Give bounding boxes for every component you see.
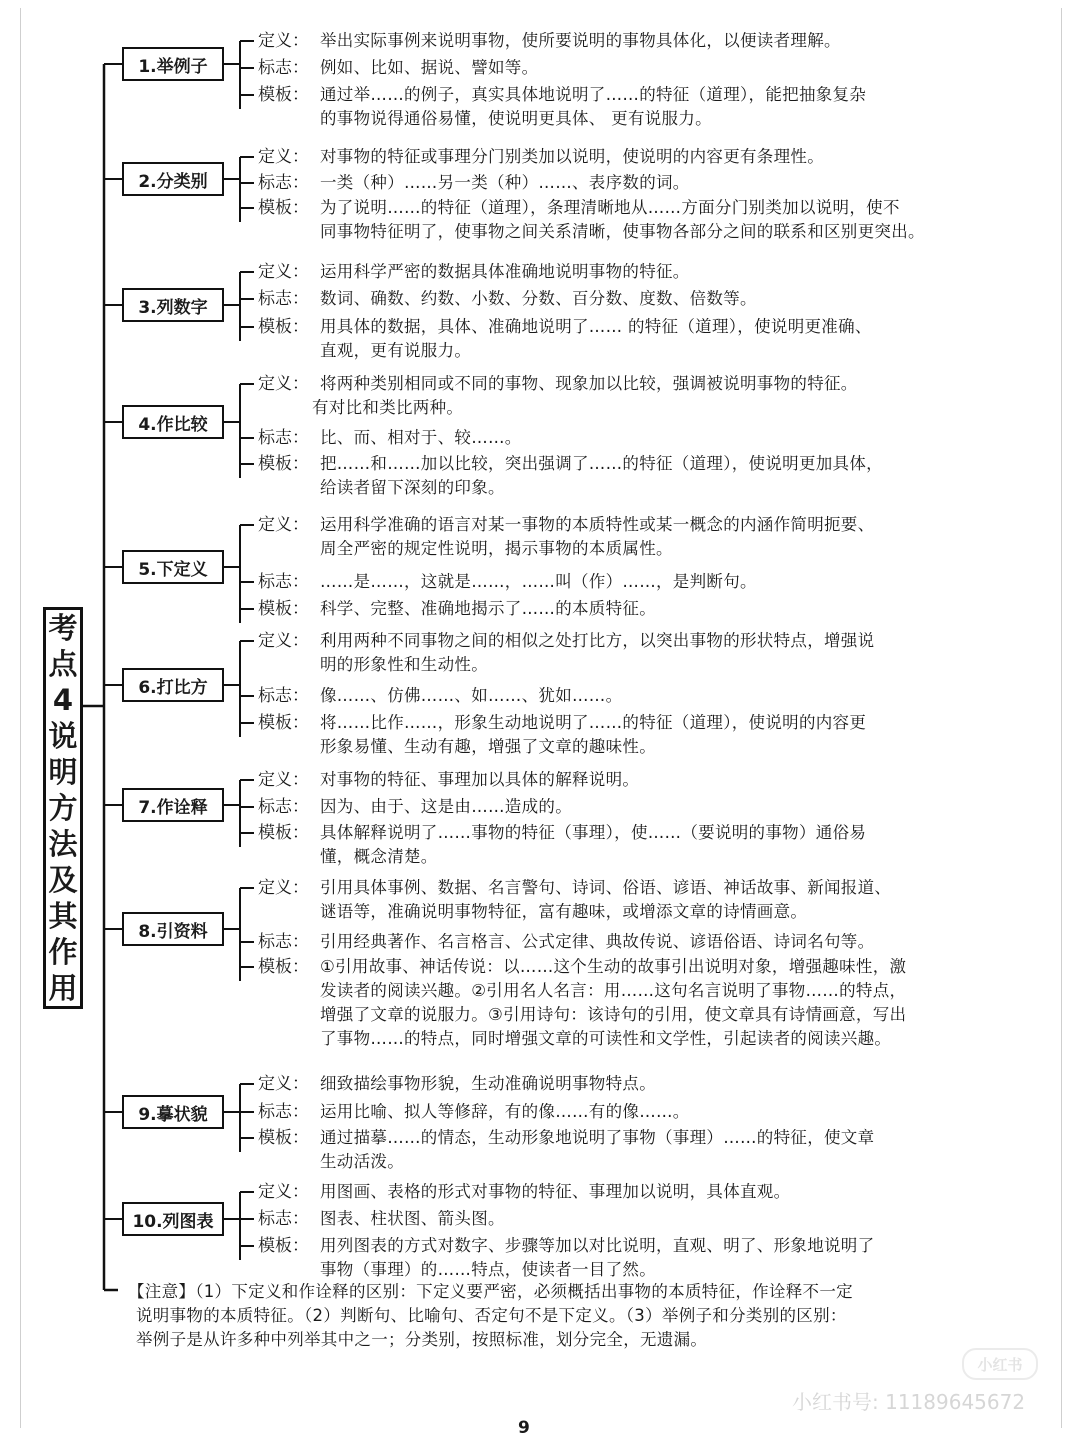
row-text: 用列图表的方式对数字、步骤等加以对比说明，直观、明了、形象地说明了: [320, 1236, 875, 1255]
row-label: 模板：: [258, 1236, 309, 1256]
row-label: 定义：: [258, 631, 309, 651]
row-text: 数词、确数、约数、小数、分数、百分数、度数、倍数等。: [320, 289, 757, 308]
row-text: 明的形象性和生动性。: [320, 655, 488, 674]
row-label: 定义：: [258, 1074, 309, 1094]
row-text: 用图画、表格的形式对事物的特征、事理加以说明，具体直观。: [320, 1182, 791, 1201]
row-text: 给读者留下深刻的印象。: [320, 478, 505, 497]
row-label: 定义：: [258, 31, 309, 51]
row-text: 运用科学严密的数据具体准确地说明事物的特征。: [320, 262, 690, 281]
row-text: 对事物的特征或事理分门别类加以说明，使说明的内容更有条理性。: [320, 147, 824, 166]
page-number: 9: [518, 1418, 530, 1438]
row-label: 标志：: [258, 289, 309, 309]
row-text: 生动活泼。: [320, 1152, 404, 1171]
row-label: 模板：: [258, 198, 309, 218]
note-line: 举例子是从许多种中列举其中之一；分类别，按照标准，划分完全，无遗漏。: [136, 1330, 708, 1349]
row-text: 为了说明……的特征（道理），条理清晰地从……方面分门别类加以说明，使不: [320, 198, 900, 217]
row-text: 用具体的数据，具体、准确地说明了…… 的特征（道理），使说明更准确、: [320, 317, 872, 336]
row-text: 举出实际事例来说明事物，使所要说明的事物具体化，以便读者理解。: [320, 31, 841, 50]
row-text: 具体解释说明了……事物的特征（事理），使……（要说明的事物）通俗易: [320, 823, 867, 842]
row-text: 运用比喻、拟人等修辞，有的像……有的像……。: [320, 1102, 690, 1121]
note-line: 说明事物的本质特征。（2）判断句、比喻句、否定句不是下定义。（3）举例子和分类别的区别：: [136, 1306, 847, 1325]
method-box: 9.摹状貌: [122, 1095, 224, 1129]
row-text: 形象易懂、生动有趣，增强了文章的趣味性。: [320, 737, 656, 756]
row-label: 模板：: [258, 823, 309, 843]
row-text: 运用科学准确的语言对某一事物的本质特性或某一概念的内涵作简明扼要、: [320, 515, 875, 534]
row-text: 有对比和类比两种。: [312, 398, 464, 417]
method-box: 2.分类别: [122, 162, 224, 196]
row-text: 事物（事理）的……特点，使读者一目了然。: [320, 1260, 656, 1279]
row-label: 标志：: [258, 173, 309, 193]
row-label: 模板：: [258, 713, 309, 733]
row-text: 发读者的阅读兴趣。②引用名人名言：用……这句名言说明了事物……的特点，: [320, 981, 907, 1000]
row-text: 将……比作……，形象生动地说明了……的特征（道理），使说明的内容更: [320, 713, 867, 732]
method-box: 5.下定义: [122, 550, 224, 584]
row-text: 增强了文章的说服力。③引用诗句：该诗句的引用，使文章具有诗情画意，写出: [320, 1005, 907, 1024]
row-label: 模板：: [258, 1128, 309, 1148]
method-box: 4.作比较: [122, 405, 224, 439]
row-label: 标志：: [258, 797, 309, 817]
method-box: 10.列图表: [122, 1202, 224, 1236]
row-label: 标志：: [258, 428, 309, 448]
row-text: 细致描绘事物形貌，生动准确说明事物特点。: [320, 1074, 656, 1093]
row-label: 标志：: [258, 58, 309, 78]
row-label: 模板：: [258, 317, 309, 337]
row-label: 标志：: [258, 932, 309, 952]
row-label: 模板：: [258, 85, 309, 105]
row-text: 因为、由于、这是由……造成的。: [320, 797, 572, 816]
row-label: 定义：: [258, 1182, 309, 1202]
note-line: 【注意】（1）下定义和作诠释的区别：下定义要严密，必须概括出事物的本质特征，作诠释不一定: [128, 1282, 853, 1301]
row-text: 把……和……加以比较，突出强调了……的特征（道理），使说明更加具体，: [320, 454, 883, 473]
row-text: 了事物……的特点，同时增强文章的可读性和文学性，引起读者的阅读兴趣。: [320, 1029, 892, 1048]
watermark-text: 小红书号: 11189645672: [792, 1390, 1026, 1414]
method-box: 1.举例子: [122, 47, 224, 81]
row-label: 定义：: [258, 147, 309, 167]
watermark-logo: 小红书: [962, 1348, 1038, 1380]
row-text: 科学、完整、准确地揭示了……的本质特征。: [320, 599, 656, 618]
row-text: 谜语等，准确说明事物特征，富有趣味，或增添文章的诗情画意。: [320, 902, 808, 921]
row-text: 将两种类别相同或不同的事物、现象加以比较，强调被说明事物的特征。: [320, 374, 858, 393]
row-text: 比、而、相对于、较……。: [320, 428, 522, 447]
row-text: ……是……，这就是……，……叫（作）……，是判断句。: [320, 572, 757, 591]
method-box: 6.打比方: [122, 668, 224, 702]
row-text: 通过描摹……的情态，生动形象地说明了事物（事理）……的特征，使文章: [320, 1128, 875, 1147]
row-label: 标志：: [258, 572, 309, 592]
row-text: 例如、比如、据说、譬如等。: [320, 58, 539, 77]
row-text: 通过举……的例子，真实具体地说明了……的特征（道理），能把抽象复杂: [320, 85, 867, 104]
row-text: 的事物说得通俗易懂，使说明更具体、 更有说服力。: [320, 109, 712, 128]
row-label: 模板：: [258, 454, 309, 474]
row-label: 标志：: [258, 1209, 309, 1229]
topic-title-box: [43, 607, 83, 1009]
method-box: 8.引资料: [122, 912, 224, 946]
row-text: 利用两种不同事物之间的相似之处打比方，以突出事物的形状特点，增强说: [320, 631, 875, 650]
row-label: 标志：: [258, 1102, 309, 1122]
row-text: 引用具体事例、数据、名言警句、诗词、俗语、谚语、神话故事、新闻报道、: [320, 878, 892, 897]
row-text: 直观，更有说服力。: [320, 341, 472, 360]
row-text: 一类（种）……另一类（种）……、表序数的词。: [320, 173, 690, 192]
row-text: 懂，概念清楚。: [320, 847, 438, 866]
row-label: 模板：: [258, 957, 309, 977]
row-text: 像……、仿佛……、如……、犹如……。: [320, 686, 623, 705]
row-text: 图表、柱状图、箭头图。: [320, 1209, 505, 1228]
row-label: 定义：: [258, 262, 309, 282]
row-label: 定义：: [258, 515, 309, 535]
row-label: 模板：: [258, 599, 309, 619]
row-text: ①引用故事、神话传说：以……这个生动的故事引出说明对象，增强趣味性，激: [320, 957, 907, 976]
method-box: 7.作诠释: [122, 788, 224, 822]
row-text: 对事物的特征、事理加以具体的解释说明。: [320, 770, 640, 789]
topic-title: 考点 4 说 明 方 法 及 其 作 用: [48, 611, 78, 1005]
row-text: 同事物特征明了，使事物之间关系清晰，使事物各部分之间的联系和区别更突出。: [320, 222, 925, 241]
row-label: 定义：: [258, 878, 309, 898]
row-text: 引用经典著作、名言格言、公式定律、典故传说、谚语俗语、诗词名句等。: [320, 932, 875, 951]
row-label: 定义：: [258, 374, 309, 394]
row-text: 周全严密的规定性说明，揭示事物的本质属性。: [320, 539, 673, 558]
row-label: 标志：: [258, 686, 309, 706]
row-label: 定义：: [258, 770, 309, 790]
method-box: 3.列数字: [122, 288, 224, 322]
